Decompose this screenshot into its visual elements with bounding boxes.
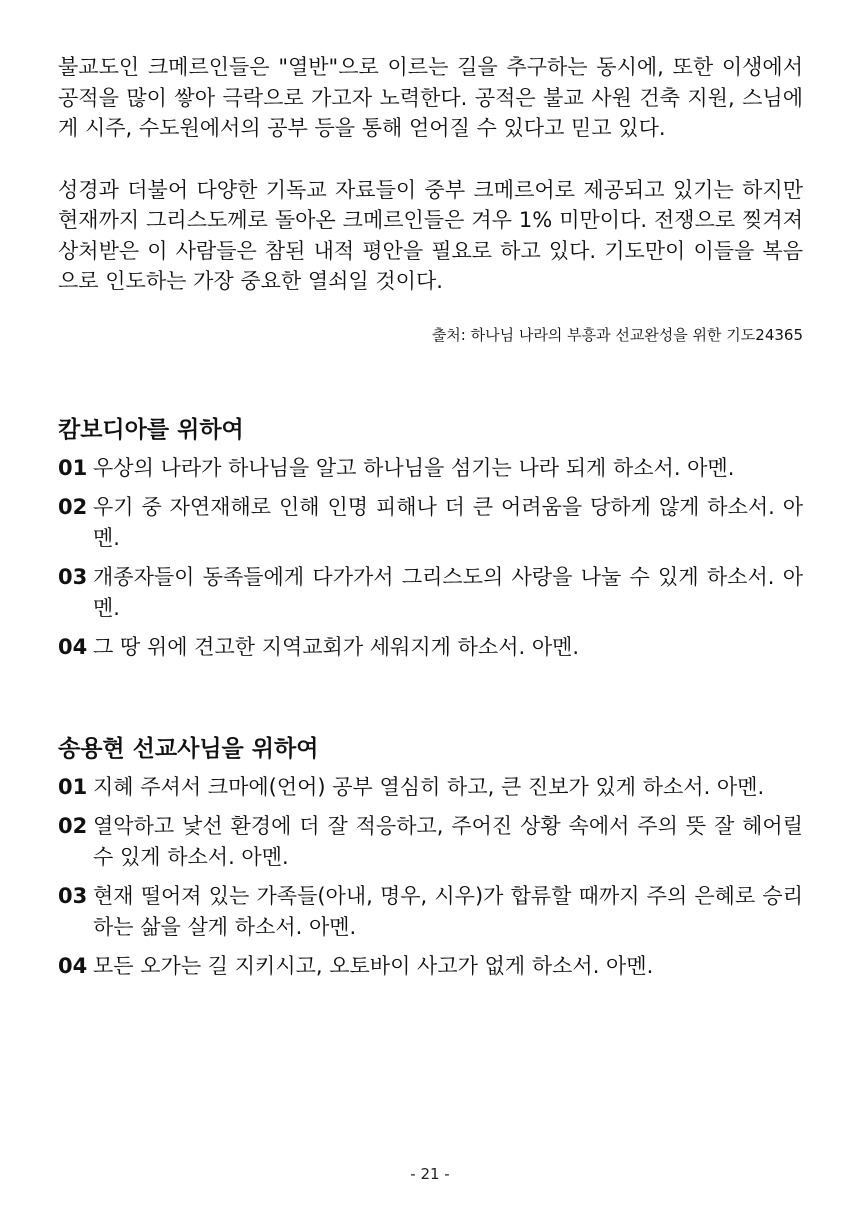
prayer-list-cambodia (58, 453, 803, 663)
prayer-item (58, 562, 803, 623)
source-citation: 출처: 하나님 나라의 부흥과 선교완성을 위한 기도24365 (431, 325, 803, 344)
item-text: 개종자들이 동족들에게 다가가서 그리스도의 사랑을 나눌 수 있게 하소서. 아멘. (93, 565, 803, 620)
page-number: - 21 - (410, 1165, 450, 1183)
prayer-item (58, 951, 803, 982)
item-number: 02 (58, 814, 88, 838)
item-number: 04 (58, 635, 88, 659)
item-text: 지혜 주셔서 크마에(언어) 공부 열심히 하고, 큰 진보가 있게 하소서. 아멘. (93, 774, 765, 799)
prayer-item (58, 632, 803, 663)
prayer-list-missionary (58, 772, 803, 982)
item-text: 열악하고 낯선 환경에 더 잘 적응하고, 주어진 상황 속에서 주의 뜻 잘 헤어릴 수 있게 하소서. 아멘. (93, 814, 803, 869)
prayer-item (58, 453, 803, 484)
item-text: 우기 중 자연재해로 인해 인명 피해나 더 큰 어려움을 당하게 않게 하소서. 아멘. (93, 495, 803, 550)
prayer-item (58, 772, 803, 803)
item-number: 02 (58, 495, 88, 519)
prayer-item (58, 811, 803, 872)
prayer-item (58, 881, 803, 942)
item-text: 현재 떨어져 있는 가족들(아내, 명우, 시우)가 합류할 때까지 주의 은혜로 승리하는 삶을 살게 하소서. 아멘. (93, 884, 803, 939)
item-number: 01 (58, 774, 88, 799)
prayer-item (58, 492, 803, 553)
item-text: 모든 오가는 길 지키시고, 오토바이 사고가 없게 하소서. 아멘. (93, 954, 654, 978)
intro-paragraph-1: 불교도인 크메르인들은 "열반"으로 이르는 길을 추구하는 동시에, 또한 이생에서 공적을 많이 쌓아 극락으로 가고자 노력한다. 공적은 불교 사원 건축 지원, 스님에게 시주, 수도원에서의 공부 등을 통해 얻어질 수 있다고 믿고 있다. (58, 55, 803, 140)
section-title-cambodia: 캄보디아를 위하여 (58, 416, 244, 443)
item-number: 04 (58, 954, 88, 978)
document-page (58, 52, 803, 991)
item-number: 01 (58, 455, 88, 480)
item-text: 그 땅 위에 견고한 지역교회가 세워지게 하소서. 아멘. (93, 635, 580, 659)
intro-paragraph-2: 성경과 더불어 다양한 기독교 자료들이 중부 크메르어로 제공되고 있기는 하지만 현재까지 그리스도께로 돌아온 크메르인들은 겨우 1% 미만이다. 전쟁으로 찢겨져 상처받은 이 사람들은 참된 내적 평안을 필요로 하고 있다. 기도만이 이들을 복음으로 인도하는 가장 중요한 열쇠일 것이다. (58, 177, 803, 293)
item-number: 03 (58, 565, 88, 589)
item-number: 03 (58, 884, 88, 908)
section-title-missionary: 송용현 선교사님을 위하여 (58, 735, 319, 762)
item-text: 우상의 나라가 하나님을 알고 하나님을 섬기는 나라 되게 하소서. 아멘. (93, 455, 735, 480)
